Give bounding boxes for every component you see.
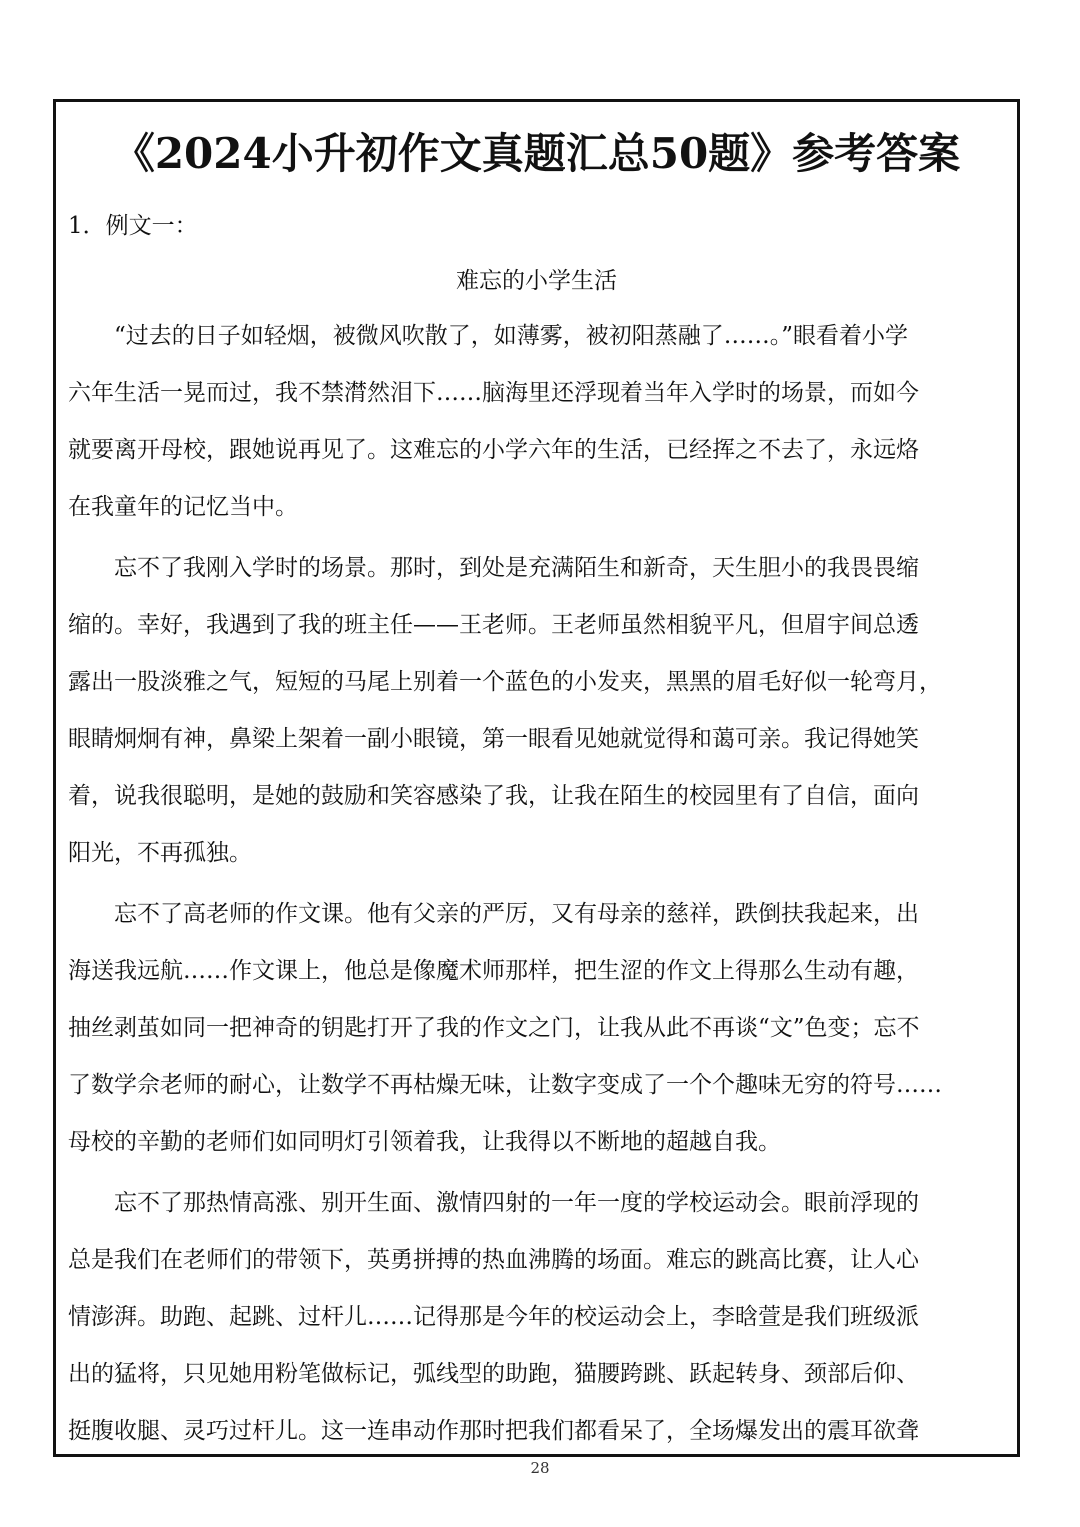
essay-line: 眼睛炯炯有神，鼻梁上架着一副小眼镜，第一眼看见她就觉得和蔼可亲。我记得她笑 (68, 726, 919, 752)
page-number: 28 (530, 1459, 550, 1477)
essay-line: 母校的辛勤的老师们如同明灯引领着我，让我得以不断地的超越自我。 (68, 1129, 781, 1155)
essay-paragraph (68, 552, 1008, 894)
essay-line: 出的猛将，只见她用粉笔做标记，弧线型的助跑，猫腰跨跳、跃起转身、颈部后仰、 (68, 1361, 919, 1387)
essay-line: 缩的。幸好，我遇到了我的班主任——王老师。王老师虽然相貌平凡，但眉宇间总透 (68, 612, 919, 638)
essay-paragraph (68, 1187, 1008, 1457)
essay-body (68, 320, 1008, 1457)
essay-line: 总是我们在老师们的带领下，英勇拼搏的热血沸腾的场面。难忘的跳高比赛，让人心 (68, 1247, 919, 1273)
essay-paragraph (68, 320, 1008, 548)
essay-line: 情澎湃。助跑、起跳、过杆儿……记得那是今年的校运动会上，李晗萱是我们班级派 (68, 1304, 919, 1330)
item-label: 1．例文一： (68, 213, 198, 239)
essay-line: 就要离开母校，跟她说再见了。这难忘的小学六年的生活，已经挥之不去了，永远烙 (68, 437, 919, 463)
essay-paragraph (68, 898, 1008, 1183)
essay-line: 海送我远航……作文课上，他总是像魔术师那样，把生涩的作文上得那么生动有趣， (68, 958, 919, 984)
essay-line: 挺腹收腿、灵巧过杆儿。这一连串动作那时把我们都看呆了，全场爆发出的震耳欲聋 (68, 1418, 919, 1444)
essay-line: 着，说我很聪明，是她的鼓励和笑容感染了我，让我在陌生的校园里有了自信，面向 (68, 783, 919, 809)
essay-line: 了数学佘老师的耐心，让数学不再枯燥无味，让数字变成了一个个趣味无穷的符号…… (68, 1072, 942, 1098)
essay-line: 六年生活一晃而过，我不禁潸然泪下……脑海里还浮现着当年入学时的场景，而如今 (68, 380, 919, 406)
essay-line: 阳光，不再孤独。 (68, 840, 252, 866)
essay-line: 露出一股淡雅之气，短短的马尾上别着一个蓝色的小发夹，黑黑的眉毛好似一轮弯月， (68, 669, 942, 695)
page-border-frame (53, 99, 1020, 1457)
essay-line: “过去的日子如轻烟，被微风吹散了，如薄雾，被初阳蒸融了……。”眼看着小学 (114, 323, 909, 349)
essay-line: 忘不了我刚入学时的场景。那时，到处是充满陌生和新奇，天生胆小的我畏畏缩 (114, 555, 919, 581)
document-title: 《2024小升初作文真题汇总50题》参考答案 (112, 129, 961, 178)
essay-line: 忘不了那热情高涨、别开生面、激情四射的一年一度的学校运动会。眼前浮现的 (114, 1190, 919, 1216)
essay-line: 在我童年的记忆当中。 (68, 494, 298, 520)
essay-title: 难忘的小学生活 (456, 268, 617, 294)
essay-line: 抽丝剥茧如同一把神奇的钥匙打开了我的作文之门，让我从此不再谈“文”色变；忘不 (68, 1015, 920, 1041)
essay-line: 忘不了高老师的作文课。他有父亲的严厉，又有母亲的慈祥，跌倒扶我起来，出 (114, 901, 919, 927)
